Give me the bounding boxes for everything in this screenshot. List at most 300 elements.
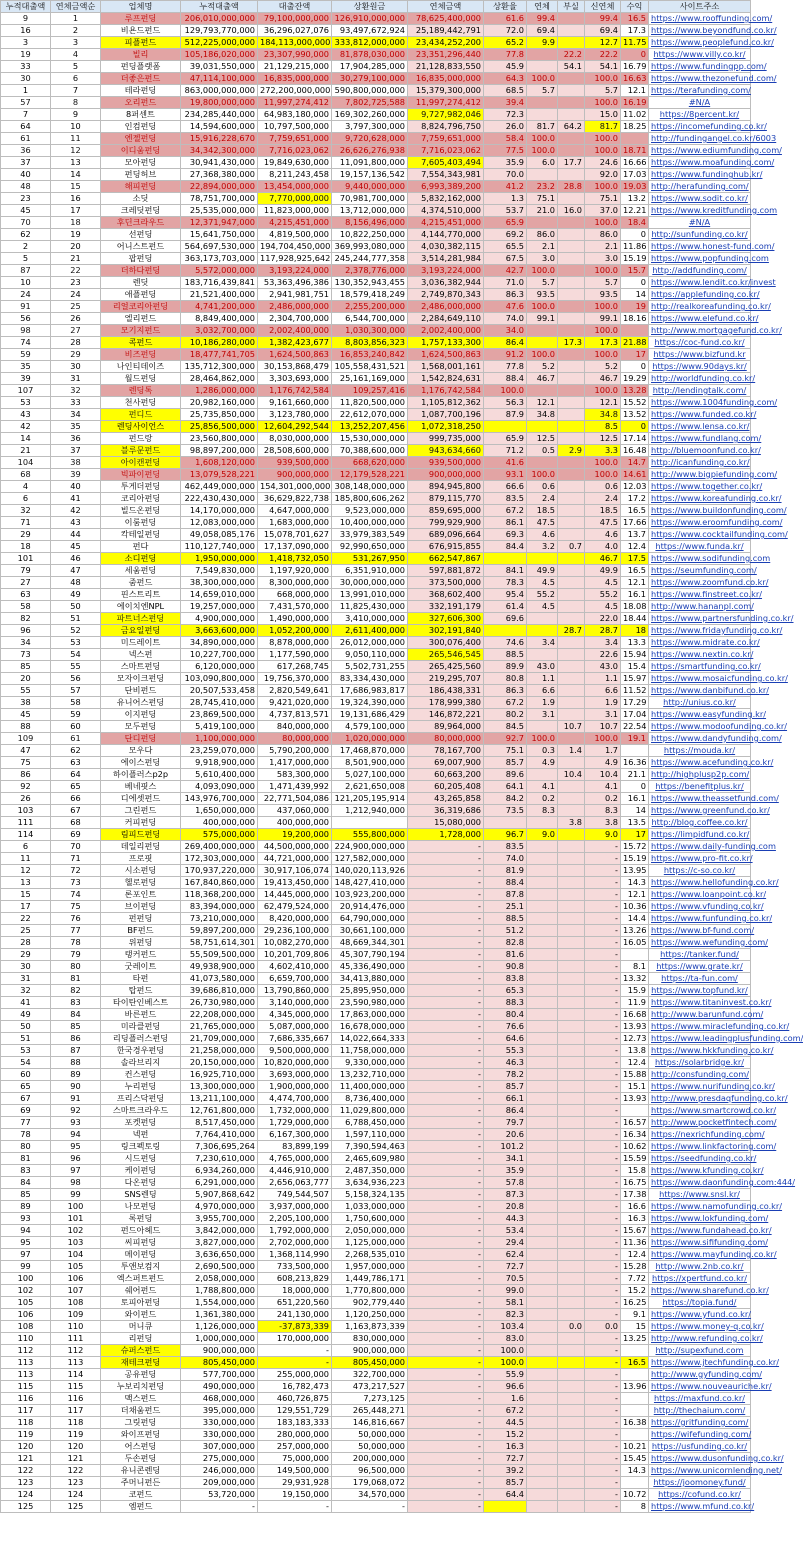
repaid-cell: 322,700,000 [332, 1369, 408, 1381]
site-url-link[interactable]: http://blog.coffee.co.kr/ [649, 817, 751, 829]
total-loan-cell: 468,000,000 [181, 1393, 258, 1405]
yield-cell: 13.96 [621, 1381, 649, 1393]
order-cell: 80 [51, 961, 101, 973]
site-url-link[interactable]: https://www.linkfactoring.com/ [649, 1141, 751, 1153]
site-url-link[interactable]: https://cofund.co.kr/ [649, 1489, 751, 1501]
default-rate-cell [558, 973, 585, 985]
site-url-link[interactable]: https://www.funded.co.kr/ [649, 409, 751, 421]
new-overdue-cell: 5.7 [585, 85, 621, 97]
column-header[interactable]: 업체명 [101, 1, 181, 13]
table-row [1, 361, 751, 373]
site-url-link[interactable]: https://www.modoofunding.co.kr/ [649, 721, 751, 733]
balance-cell: 36,296,027,076 [258, 25, 332, 37]
site-url-link[interactable]: https://www.easyfunding.kr/ [649, 709, 751, 721]
order-cell: 88 [51, 1057, 101, 1069]
rank-cell: 49 [1, 1009, 51, 1021]
yield-cell: 12.1 [621, 577, 649, 589]
overdue-amount-cell: 219,295,707 [408, 673, 484, 685]
site-url-link[interactable]: https://www.snsl.kr/ [649, 1189, 751, 1201]
site-url-link[interactable]: https://www.daonfunding.com:444/ [649, 1177, 751, 1189]
site-url-link[interactable]: https://www.funda.kr/ [649, 541, 751, 553]
site-url-link[interactable]: https://gritfunding.com/ [649, 1417, 751, 1429]
site-url-link[interactable]: https://www.pro-fit.co.kr/ [649, 853, 751, 865]
site-url-link[interactable]: https://www.fundinghub.kr/ [649, 169, 751, 181]
yield-cell: 19.1 [621, 733, 649, 745]
site-url-link[interactable]: https://www.koreafunding.co.kr/ [649, 493, 751, 505]
site-url-link[interactable]: https://www.money-q.co.kr/ [649, 1321, 751, 1333]
total-loan-cell: 172,303,000,000 [181, 853, 258, 865]
site-url-link[interactable]: https://tanker.fund/ [649, 949, 751, 961]
new-overdue-cell: - [585, 1153, 621, 1165]
site-url-link[interactable]: https://www.buildonfunding.com/ [649, 505, 751, 517]
order-cell: 23 [51, 277, 101, 289]
balance-cell: 4,647,000,000 [258, 505, 332, 517]
rank-cell: 31 [1, 973, 51, 985]
site-url-link[interactable]: https://xpertfund.co.kr/ [649, 1273, 751, 1285]
rank-cell: 108 [1, 1321, 51, 1333]
overdue-amount-cell: 4,215,451,000 [408, 217, 484, 229]
new-overdue-cell: - [585, 1381, 621, 1393]
site-url-link[interactable]: https://smartfunding.co.kr/ [649, 661, 751, 673]
site-url-link[interactable]: https://topia.fund/ [649, 1297, 751, 1309]
overdue-amount-cell: 3,193,224,000 [408, 265, 484, 277]
overdue-rate-cell [527, 1189, 558, 1201]
column-header[interactable]: 부실 [558, 1, 585, 13]
overdue-amount-cell: 186,438,331 [408, 685, 484, 697]
site-url-link[interactable]: https://www.grate.kr/ [649, 961, 751, 973]
site-url-link[interactable]: https://www.lendit.co.kr/invest [649, 277, 751, 289]
site-url-link[interactable]: https://www.bizfund.kr [649, 349, 751, 361]
site-url-link[interactable]: https://8percent.kr/ [649, 109, 751, 121]
new-overdue-cell: - [585, 973, 621, 985]
site-url-link[interactable]: https://www.nextin.co.kr/ [649, 649, 751, 661]
table-row [1, 1117, 751, 1129]
repay-rate-cell: 65.5 [484, 241, 527, 253]
site-url-link[interactable]: https://www.zoomfund.co.kr/ [649, 577, 751, 589]
total-loan-cell: 209,000,000 [181, 1477, 258, 1489]
new-overdue-cell: 4.9 [585, 757, 621, 769]
order-cell: 71 [51, 853, 101, 865]
rank-cell: 96 [1, 625, 51, 637]
new-overdue-cell: - [585, 1429, 621, 1441]
repay-rate-cell: 57.8 [484, 1177, 527, 1189]
site-url-link[interactable]: https://www.daily-funding.com [649, 841, 751, 853]
site-url-link[interactable]: https://www.90days.kr/ [649, 361, 751, 373]
order-cell: 97 [51, 1165, 101, 1177]
order-cell: 65 [51, 781, 101, 793]
site-url-link[interactable]: https://www.leadingplusfunding.com/ [649, 1033, 751, 1045]
order-cell: 5 [51, 61, 101, 73]
company-name-cell: 타펀 [101, 973, 181, 985]
site-url-link[interactable]: http://bluemoonfund.co.kr/ [649, 445, 751, 457]
site-url-link[interactable]: http://www.mortgagefund.co.kr/ [649, 325, 751, 337]
site-url-link[interactable]: https://www.ediumfunding.com/ [649, 145, 751, 157]
site-url-link[interactable]: https://www.hellofunding.co.kr/ [649, 877, 751, 889]
table-row [1, 409, 751, 421]
total-loan-cell: 21,765,000,000 [181, 1021, 258, 1033]
site-url-link[interactable]: http://worldfunding.co.kr/ [649, 373, 751, 385]
site-url-link[interactable]: https://www.eroomfunding.com/ [649, 517, 751, 529]
column-header[interactable]: 신연체 [585, 1, 621, 13]
site-url-link[interactable]: https://www.popfunding.com [649, 253, 751, 265]
column-header[interactable]: 연체금액 [408, 1, 484, 13]
company-name-cell: 소디펀딩 [101, 553, 181, 565]
site-url-link[interactable]: https://usfunding.co.kr/ [649, 1441, 751, 1453]
company-name-cell: 넥스펀 [101, 649, 181, 661]
repay-rate-cell: 29.4 [484, 1237, 527, 1249]
overdue-rate-cell [527, 1213, 558, 1225]
repaid-cell: 121,205,195,914 [332, 793, 408, 805]
overdue-amount-cell: - [408, 1489, 484, 1501]
yield-cell: 17.29 [621, 697, 649, 709]
yield-cell: 13.93 [621, 1093, 649, 1105]
site-url-link[interactable]: https://www.wefunding.com/ [649, 937, 751, 949]
default-rate-cell [558, 1237, 585, 1249]
site-url-link[interactable]: https://incomefunding.co.kr/ [649, 121, 751, 133]
yield-cell: 12.1 [621, 889, 649, 901]
site-url-link[interactable]: https://www.kreditfunding.com [649, 205, 751, 217]
repay-rate-cell: 1.3 [484, 193, 527, 205]
site-url-link[interactable]: https://www.thezonefund.com/ [649, 73, 751, 85]
site-url-link[interactable]: http://thechaium.com/ [649, 1405, 751, 1417]
table-row [1, 613, 751, 625]
site-url-link[interactable]: http://addfunding.com/ [649, 265, 751, 277]
repay-rate-cell: 69.6 [484, 613, 527, 625]
site-url-link[interactable]: http://www.bigpiefunding.com/ [649, 469, 751, 481]
repaid-cell: 2,050,000,000 [332, 1225, 408, 1237]
new-overdue-cell: - [585, 877, 621, 889]
default-rate-cell [558, 1153, 585, 1165]
overdue-amount-cell: 8,824,796,750 [408, 121, 484, 133]
overdue-amount-cell: - [408, 1429, 484, 1441]
site-url-link[interactable]: https://www.namofunding.co.kr/ [649, 1201, 751, 1213]
rank-cell: 114 [1, 829, 51, 841]
site-url-link[interactable]: https://www.mayfunding.co.kr/ [649, 1249, 751, 1261]
rank-cell: 62 [1, 229, 51, 241]
order-cell: 83 [51, 997, 101, 1009]
site-url-link[interactable]: https://www.honest-fund.com/ [649, 241, 751, 253]
total-loan-cell: 6,291,000,000 [181, 1177, 258, 1189]
site-url-link[interactable]: http://consfunding.com/ [649, 1069, 751, 1081]
site-url-link[interactable]: http://herafunding.com/ [649, 181, 751, 193]
site-url-link[interactable]: https://www.funfunding.co.kr/ [649, 913, 751, 925]
site-url-link[interactable]: https://www.moafunding.com/ [649, 157, 751, 169]
company-name-cell: 엔젤펀딩 [101, 133, 181, 145]
site-url-link[interactable]: http://supexfund.com [649, 1345, 751, 1357]
site-url-link[interactable]: https://c-so.co.kr/ [649, 865, 751, 877]
company-name-cell: 모기지펀드 [101, 325, 181, 337]
company-name-cell: 그린펀드 [101, 805, 181, 817]
site-url-link[interactable]: https://ta-fun.com/ [649, 973, 751, 985]
site-url-link[interactable]: https://www.greenfund.co.kr/ [649, 805, 751, 817]
overdue-amount-cell: - [408, 1333, 484, 1345]
table-row [1, 313, 751, 325]
site-url-link[interactable]: https://coc-fund.co.kr/ [649, 337, 751, 349]
site-url-link[interactable]: http://www.2nb.co.kr/ [649, 1261, 751, 1273]
site-url-link[interactable]: https://www.vfunding.co.kr/ [649, 901, 751, 913]
site-url-link[interactable]: https://www.dusonfunding.co.kr/ [649, 1453, 751, 1465]
site-url-link[interactable]: #N/A [649, 97, 751, 109]
site-url-link[interactable]: https://www.sififunding.com/ [649, 1237, 751, 1249]
repay-rate-cell: 58.4 [484, 133, 527, 145]
repay-rate-cell: 67.2 [484, 1405, 527, 1417]
site-url-link[interactable]: http://lendingtalk.com/ [649, 385, 751, 397]
order-cell: 45 [51, 541, 101, 553]
site-url-link[interactable]: https://www.partnersfunding.co.kr/ [649, 613, 751, 625]
balance-cell: 184,113,000,000 [258, 37, 332, 49]
repaid-cell: 7,390,594,463 [332, 1141, 408, 1153]
repaid-cell: 668,620,000 [332, 457, 408, 469]
overdue-amount-cell: 2,284,649,110 [408, 313, 484, 325]
column-header[interactable]: 상환율 [484, 1, 527, 13]
site-url-link[interactable]: https://www.together.co.kr/ [649, 481, 751, 493]
repay-rate-cell: 51.2 [484, 925, 527, 937]
company-name-cell: 그릿펀딩 [101, 1417, 181, 1429]
yield-cell: 0 [621, 361, 649, 373]
column-header[interactable]: 수익 [621, 1, 649, 13]
site-url-link[interactable]: https://www.lensa.co.kr/ [649, 421, 751, 433]
table-row [1, 1021, 751, 1033]
balance-cell: - [258, 1345, 332, 1357]
site-url-link[interactable]: https://mouda.kr/ [649, 745, 751, 757]
site-url-link[interactable]: http://icanfunding.co.kr/ [649, 457, 751, 469]
company-name-cell: 어니스트펀드 [101, 241, 181, 253]
rank-cell: 81 [1, 1153, 51, 1165]
site-url-link[interactable]: http://unius.co.kr/ [649, 697, 751, 709]
site-url-link[interactable]: https://terafunding.com/ [649, 85, 751, 97]
overdue-rate-cell [527, 721, 558, 733]
table-row [1, 541, 751, 553]
site-url-link[interactable]: https://www.titaninvest.co.kr/ [649, 997, 751, 1009]
yield-cell: 14.61 [621, 469, 649, 481]
site-url-link[interactable]: https://www.dandyfunding.com/ [649, 733, 751, 745]
site-url-link[interactable]: https://limpidfund.co.kr/ [649, 829, 751, 841]
rank-cell: 67 [1, 1093, 51, 1105]
site-url-link[interactable]: https://www.nurifunding.co.kr/ [649, 1081, 751, 1093]
company-name-cell: 케이펀딩 [101, 1165, 181, 1177]
yield-cell: 16.1 [621, 589, 649, 601]
table-row [1, 565, 751, 577]
yield-cell: 13.8 [621, 1045, 649, 1057]
rank-cell: 1 [1, 85, 51, 97]
site-url-link[interactable]: http://www.gyfunding.com/ [649, 1369, 751, 1381]
total-loan-cell: 78,751,700,000 [181, 193, 258, 205]
site-url-link[interactable]: https://www.rooffunding.com/ [649, 13, 751, 25]
site-url-link[interactable]: https://www.yfund.co.kr/ [649, 1309, 751, 1321]
rank-cell: 99 [1, 1261, 51, 1273]
site-url-link[interactable]: https://www.midrate.co.kr/ [649, 637, 751, 649]
column-header[interactable]: 사이트주소 [649, 1, 751, 13]
site-url-link[interactable]: https://wifefunding.com/ [649, 1429, 751, 1441]
order-cell: 109 [51, 1309, 101, 1321]
repaid-cell: 64,790,000,000 [332, 913, 408, 925]
site-url-link[interactable]: https://www.fridayfunding.co.kr/ [649, 625, 751, 637]
site-url-link[interactable]: https://www.1004funding.com/ [649, 397, 751, 409]
site-url-link[interactable]: https://www.sharefund.co.kr/ [649, 1285, 751, 1297]
site-url-link[interactable]: http://www.barunfund.com/ [649, 1009, 751, 1021]
site-url-link[interactable]: https://nexrichfunding.com/ [649, 1129, 751, 1141]
site-url-link[interactable]: https://www.miraclefunding.co.kr/ [649, 1021, 751, 1033]
site-url-link[interactable]: http://www.presdaqfunding.co.kr/ [649, 1093, 751, 1105]
table-row [1, 1393, 751, 1405]
site-url-link[interactable]: http://www.hananpl.com/ [649, 601, 751, 613]
default-rate-cell: 10.7 [558, 721, 585, 733]
table-row [1, 73, 751, 85]
total-loan-cell: 2,058,000,000 [181, 1273, 258, 1285]
new-overdue-cell: 100.0 [585, 457, 621, 469]
total-loan-cell: 41,073,580,000 [181, 973, 258, 985]
new-overdue-cell: - [585, 1165, 621, 1177]
column-header[interactable]: 상환원금 [332, 1, 408, 13]
company-name-cell: 스마트크라우드 [101, 1105, 181, 1117]
site-url-link[interactable]: https://www.fundahead.co.kr/ [649, 1225, 751, 1237]
yield-cell: 16.5 [621, 505, 649, 517]
yield-cell: 0 [621, 49, 649, 61]
repaid-cell: 20,914,476,000 [332, 901, 408, 913]
overdue-amount-cell: 25,189,442,791 [408, 25, 484, 37]
overdue-amount-cell: 69,007,900 [408, 757, 484, 769]
site-url-link[interactable]: https://www.danbifund.co.kr/ [649, 685, 751, 697]
site-url-link[interactable]: https://www.cocktailfunding.com/ [649, 529, 751, 541]
company-name-cell: 와이펀드 [101, 1309, 181, 1321]
site-url-link[interactable]: http://highplusp2p.com/ [649, 769, 751, 781]
repaid-cell: 11,820,500,000 [332, 397, 408, 409]
site-url-link[interactable]: https://www.villy.co.kr/ [649, 49, 751, 61]
new-overdue-cell: 3.8 [585, 817, 621, 829]
company-name-cell: 펀딩플랫폼 [101, 61, 181, 73]
overdue-amount-cell: 1,105,812,362 [408, 397, 484, 409]
new-overdue-cell: 81.7 [585, 121, 621, 133]
site-url-link[interactable]: https://solarbridge.kr/ [649, 1057, 751, 1069]
site-url-link[interactable]: https://www.sodit.co.kr/ [649, 193, 751, 205]
overdue-rate-cell: 12.5 [527, 433, 558, 445]
total-loan-cell: 19,800,000,000 [181, 97, 258, 109]
yield-cell: 10.72 [621, 1489, 649, 1501]
order-cell: 115 [51, 1381, 101, 1393]
site-url-link[interactable]: https://www.fundingpp.com/ [649, 61, 751, 73]
yield-cell: 16.36 [621, 757, 649, 769]
site-url-link[interactable]: #N/A [649, 217, 751, 229]
rank-cell: 14 [1, 433, 51, 445]
overdue-rate-cell [527, 1045, 558, 1057]
new-overdue-cell: 46.7 [585, 373, 621, 385]
site-url-link[interactable]: https://www.elefund.co.kr/ [649, 313, 751, 325]
order-cell: 54 [51, 649, 101, 661]
site-url-link[interactable]: https://www.jtechfunding.co.kr/ [649, 1357, 751, 1369]
site-url-link[interactable]: http://sunfunding.co.kr/ [649, 229, 751, 241]
balance-cell: 9,421,020,000 [258, 697, 332, 709]
overdue-amount-cell: - [408, 1141, 484, 1153]
repay-rate-cell: 84.2 [484, 793, 527, 805]
site-url-link[interactable]: https://www.mfund.co.kr/ [649, 1501, 751, 1513]
site-url-link[interactable]: https://maxfund.co.kr/ [649, 1393, 751, 1405]
site-url-link[interactable]: http://fundingangel.co.kr/6003 [649, 133, 751, 145]
site-url-link[interactable]: https://www.sodifunding.com [649, 553, 751, 565]
overdue-rate-cell [527, 853, 558, 865]
balance-cell: 437,060,000 [258, 805, 332, 817]
site-url-link[interactable]: https://www.loanpoint.co.kr/ [649, 889, 751, 901]
overdue-rate-cell: 12.1 [527, 397, 558, 409]
site-url-link[interactable]: https://www.lokfunding.com/ [649, 1213, 751, 1225]
site-url-link[interactable]: https://benefitplus.kr/ [649, 781, 751, 793]
overdue-rate-cell [527, 1417, 558, 1429]
column-header[interactable]: 연체금액순 [51, 1, 101, 13]
order-cell: 16 [51, 193, 101, 205]
repay-rate-cell: 76.6 [484, 1021, 527, 1033]
site-url-link[interactable]: https://www.finstreet.co.kr/ [649, 589, 751, 601]
site-url-link[interactable]: https://www.unicornlending.net/ [649, 1465, 751, 1477]
yield-cell: 16.38 [621, 1417, 649, 1429]
overdue-amount-cell: 597,881,872 [408, 565, 484, 577]
site-url-link[interactable]: https://www.beyondfund.co.kr/ [649, 25, 751, 37]
total-loan-cell: 10,186,280,000 [181, 337, 258, 349]
yield-cell: 14.3 [621, 1465, 649, 1477]
order-cell: 62 [51, 745, 101, 757]
site-url-link[interactable]: https://seumfunding.com/ [649, 565, 751, 577]
overdue-amount-cell: - [408, 1225, 484, 1237]
default-rate-cell [558, 433, 585, 445]
repay-rate-cell: 20.6 [484, 1129, 527, 1141]
site-url-link[interactable]: http://www.refunding.co.kr/ [649, 1333, 751, 1345]
column-header[interactable]: 누적대출액 [1, 1, 51, 13]
site-url-link[interactable]: https://www.theassetfund.com/ [649, 793, 751, 805]
rank-cell: 85 [1, 1189, 51, 1201]
rank-cell: 20 [1, 673, 51, 685]
total-loan-cell: 330,000,000 [181, 1417, 258, 1429]
table-row [1, 1237, 751, 1249]
order-cell: 98 [51, 1177, 101, 1189]
repaid-cell: 2,621,650,008 [332, 781, 408, 793]
overdue-amount-cell: - [408, 1165, 484, 1177]
site-url-link[interactable]: https://www.mosaicfunding.co.kr/ [649, 673, 751, 685]
overdue-rate-cell: 2.4 [527, 493, 558, 505]
overdue-rate-cell: 3.2 [527, 541, 558, 553]
site-url-link[interactable]: https://joomoney.fund/ [649, 1477, 751, 1489]
repaid-cell: 2,465,609,980 [332, 1153, 408, 1165]
repaid-cell: 9,440,000,000 [332, 181, 408, 193]
total-loan-cell: 135,712,300,000 [181, 361, 258, 373]
column-header[interactable]: 대출잔액 [258, 1, 332, 13]
default-rate-cell [558, 1285, 585, 1297]
site-url-link[interactable]: https://www.peoplefund.co.kr/ [649, 37, 751, 49]
site-url-link[interactable]: https://www.nouveauriche.kr/ [649, 1381, 751, 1393]
site-url-link[interactable]: https://seedfunding.co.kr/ [649, 1153, 751, 1165]
default-rate-cell [558, 829, 585, 841]
column-header[interactable]: 연체 [527, 1, 558, 13]
site-url-link[interactable]: https://www.hkkfunding.co.kr/ [649, 1045, 751, 1057]
repaid-cell: 26,626,276,938 [332, 145, 408, 157]
default-rate-cell [558, 493, 585, 505]
overdue-rate-cell: 3.1 [527, 709, 558, 721]
site-url-link[interactable]: http://www.pocketfintech.com/ [649, 1117, 751, 1129]
site-url-link[interactable]: https://applefunding.co.kr/ [649, 289, 751, 301]
site-url-link[interactable]: https://www.smartcrowd.co.kr/ [649, 1105, 751, 1117]
site-url-link[interactable]: https://www.kfunding.co.kr/ [649, 1165, 751, 1177]
site-url-link[interactable]: https://www.acefunding.co.kr/ [649, 757, 751, 769]
rank-cell: 18 [1, 541, 51, 553]
site-url-link[interactable]: http://realkoreafunding.co.kr/ [649, 301, 751, 313]
rank-cell: 27 [1, 577, 51, 589]
column-header[interactable]: 누적대출액 [181, 1, 258, 13]
default-rate-cell [558, 1381, 585, 1393]
company-name-cell: 모아펀딩 [101, 157, 181, 169]
overdue-rate-cell: 9.9 [527, 37, 558, 49]
site-url-link[interactable]: https://www.fundlang.com/ [649, 433, 751, 445]
site-url-link[interactable]: https://www.bf-fund.com/ [649, 925, 751, 937]
site-url-link[interactable]: https://www.topfund.kr/ [649, 985, 751, 997]
default-rate-cell [558, 1477, 585, 1489]
yield-cell: 15.8 [621, 1165, 649, 1177]
